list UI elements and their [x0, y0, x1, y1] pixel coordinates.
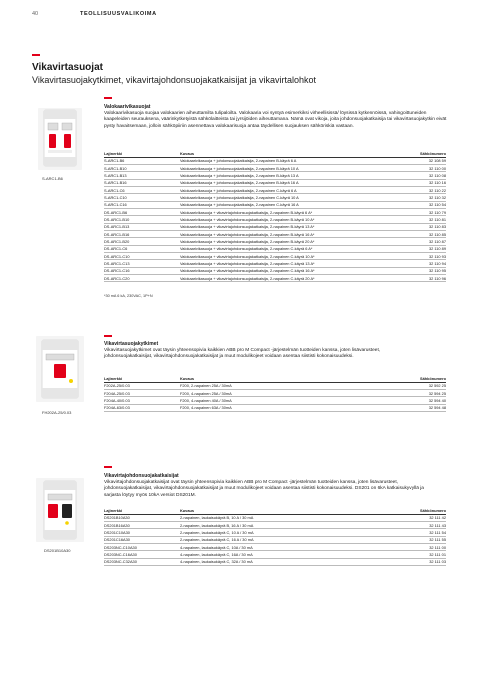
- rcd-caption: FH202A-25/0.03: [42, 410, 72, 415]
- electrical-number-cell: 32 110 95: [396, 267, 446, 274]
- electrical-number-cell: 32 110 22: [396, 186, 446, 193]
- section-description: Vikavirtajohdonsuojakatkaisijat ovat täysin yhteensopivia kaikkien ABB pro M Compact -järjestelmän tuotteiden kanssa, joten lisävarusteet, johdonsuojakatkaisijat, vikavirtajohdonsuojakatkaisijat ja muut modulikojeet voidaan asentaa siististi kokonaisuudeksi. DS201 on 6kA katkaisukyvyllä ja sarjasta löytyy myös 10kA versiot DS201M.: [104, 480, 424, 498]
- type-code-cell: S-ARC1-C16: [104, 201, 180, 208]
- type-code-cell: DS-ARC1-B20: [104, 238, 180, 245]
- accent-bar: [32, 54, 40, 56]
- type-code-cell: DS-ARC1-B13: [104, 223, 180, 230]
- type-code-cell: F204A-40/0.03: [104, 397, 180, 404]
- table-row: [104, 397, 446, 404]
- description-cell: Valokaarivikasuoja + vikavirtajohdonsuojakatkaisija, 2-napainen B-käyrä 16 A*: [180, 230, 396, 237]
- description-cell: Valokaarivikasuoja + vikavirtajohdonsuojakatkaisija, 2-napainen B-käyrä 13 A*: [180, 223, 396, 230]
- description-cell: Valokaarivikasuoja + johdonsuojakatkaisija, 2-napainen B-käyrä 10 A: [180, 164, 396, 171]
- table-header-row: [104, 150, 446, 157]
- table-row: [104, 382, 446, 389]
- electrical-number-cell: 32 594 40: [396, 397, 446, 404]
- electrical-number-cell: 32 110 94: [396, 260, 446, 267]
- description-cell: 4-napainen, laukaisukäyrä C, 16A / 30 mA: [180, 551, 396, 558]
- rcbo-device-image: [36, 478, 84, 542]
- section-title: Valokaarivikasuojat: [104, 104, 151, 110]
- electrical-number-cell: 32 594 48: [396, 404, 446, 411]
- electrical-number-cell: 32 111 54: [396, 529, 446, 536]
- column-header: Kuvaus: [180, 507, 396, 514]
- electrical-number-cell: 32 111 42: [396, 514, 446, 521]
- description-cell: Valokaarivikasuoja + johdonsuojakatkaisija, 2-napainen C-käyrä 16 A: [180, 201, 396, 208]
- rcbo-caption: DS201B10A30: [44, 548, 71, 553]
- table-footnote: *30 mA 6 kA, 230VAC, 1P+N: [104, 294, 153, 298]
- description-cell: Valokaarivikasuoja + vikavirtajohdonsuojakatkaisija, 2-napainen C-käyrä 10 A*: [180, 252, 396, 259]
- column-header: Lajinerkki: [104, 150, 180, 157]
- type-code-cell: DS201C16A30: [104, 536, 180, 543]
- electrical-number-cell: 32 110 85: [396, 230, 446, 237]
- table-row: [104, 216, 446, 223]
- type-code-cell: DS-ARC1-C6: [104, 245, 180, 252]
- table-row: [104, 536, 446, 543]
- table-header-row: [104, 507, 446, 514]
- table-row: [104, 551, 446, 558]
- description-cell: Valokaarivikasuoja + vikavirtajohdonsuojakatkaisija, 2-napainen B-käyrä 10 A*: [180, 216, 396, 223]
- type-code-cell: DS201B16A30: [104, 521, 180, 528]
- description-cell: Valokaarivikasuoja + vikavirtajohdonsuojakatkaisija, 2-napainen C-käyrä 20 A*: [180, 275, 396, 282]
- description-cell: 4-napainen, laukaisukäyrä C, 32A / 30 mA: [180, 558, 396, 565]
- table-row: [104, 529, 446, 536]
- accent-bar: [104, 335, 112, 337]
- description-cell: Valokaarivikasuoja + vikavirtajohdonsuojakatkaisija, 2-napainen C-käyrä 13 A*: [180, 260, 396, 267]
- page-subtitle: Vikavirtasuojakytkimet, vikavirtajohdonsuojakatkaisijat ja vikavirtalohkot: [32, 75, 316, 85]
- electrical-number-cell: 32 110 08: [396, 172, 446, 179]
- type-code-cell: S-ARC1-B13: [104, 172, 180, 179]
- type-code-cell: S-ARC1-B16: [104, 179, 180, 186]
- table-row: [104, 389, 446, 396]
- table-row: [104, 521, 446, 528]
- table-row: [104, 514, 446, 521]
- type-code-cell: F204A-25/0.03: [104, 389, 180, 396]
- electrical-number-cell: 32 110 54: [396, 201, 446, 208]
- table-row: [104, 275, 446, 282]
- electrical-number-cell: 32 592 25: [396, 382, 446, 389]
- description-cell: Valokaarivikasuoja + vikavirtajohdonsuojakatkaisija, 2-napainen C-käyrä 16 A*: [180, 267, 396, 274]
- electrical-number-cell: 32 111 03: [396, 558, 446, 565]
- table-row: [104, 223, 446, 230]
- description-cell: 2-napainen, laukaisukäyrä B, 10 A / 30 mA: [180, 514, 396, 521]
- page-header: TEOLLISUUSVALIKOIMA: [80, 11, 157, 17]
- column-header: Sähkönumero: [396, 507, 446, 514]
- description-cell: Valokaarivikasuoja + johdonsuojakatkaisija, 2-napainen B-käyrä 16 A: [180, 179, 396, 186]
- electrical-number-cell: 32 111 55: [396, 536, 446, 543]
- section-description: Valokaarivikasuoja suojaa valokaarien aiheuttamilta tulipaloilta. Valokaaria voi syntyä esimerkiksi virheellisissä/ löysissä kytkennöissä, vahingoittuneiden kaapeleiden seurauksena, väärinkytketyistä sähkölaitteista tai jyrsijöiden aiheuttamana. Nämä ovat vikoja, joita johdonsuojakatkaisija tai vikavirtasuojakytkin eivät pysty havaitsemaan, jolloin sähköpiiriin asennettava valokaarisuoja antaa täydellisen suojauksen sähköriskiä vastaan.: [104, 111, 447, 129]
- type-code-cell: DS203NC-C16A30: [104, 551, 180, 558]
- type-code-cell: S-ARC1-C6: [104, 186, 180, 193]
- description-cell: 2-napainen, laukaisukäyrä C, 10 A / 30 mA: [180, 529, 396, 536]
- type-code-cell: DS201C10A30: [104, 529, 180, 536]
- page-number: 40: [32, 11, 39, 17]
- description-cell: Valokaarivikasuoja + johdonsuojakatkaisija, 2-napainen B-käyrä 6 A: [180, 157, 396, 164]
- electrical-number-cell: 32 108 59: [396, 157, 446, 164]
- electrical-number-cell: 32 111 01: [396, 551, 446, 558]
- electrical-number-cell: 32 111 43: [396, 521, 446, 528]
- table-row: [104, 201, 446, 208]
- table-row: [104, 164, 446, 171]
- electrical-number-cell: 32 110 87: [396, 238, 446, 245]
- column-header: Lajinerkki: [104, 507, 180, 514]
- table-row: [104, 404, 446, 411]
- table-row: [104, 252, 446, 259]
- type-code-cell: DS203NC-C10A30: [104, 543, 180, 550]
- column-header: Kuvaus: [180, 150, 396, 157]
- table-row: [104, 179, 446, 186]
- table-row: [104, 267, 446, 274]
- type-code-cell: F204A-63/0.03: [104, 404, 180, 411]
- accent-bar: [104, 466, 112, 468]
- type-code-cell: DS-ARC1-C20: [104, 275, 180, 282]
- description-cell: Valokaarivikasuoja + johdonsuojakatkaisija, 2-napainen B-käyrä 13 A: [180, 172, 396, 179]
- table-row: [104, 260, 446, 267]
- description-cell: F200, 4-napainen 40A / 30mA: [180, 397, 396, 404]
- description-cell: Valokaarivikasuoja + johdonsuojakatkaisija, 2-napainen C-käyrä 6 A: [180, 186, 396, 193]
- table-row: [104, 558, 446, 565]
- accent-bar: [104, 97, 112, 99]
- table-row: [104, 238, 446, 245]
- table-row: [104, 245, 446, 252]
- description-cell: Valokaarivikasuoja + vikavirtajohdonsuojakatkaisija, 2-napainen B-käyrä 20 A*: [180, 238, 396, 245]
- table-row: [104, 157, 446, 164]
- description-cell: F200, 2-napainen 25A / 30mA: [180, 382, 396, 389]
- electrical-number-cell: 32 110 16: [396, 179, 446, 186]
- type-code-cell: S-ARC1-B6: [104, 157, 180, 164]
- electrical-number-cell: 32 110 89: [396, 245, 446, 252]
- column-header: Lajinerkki: [104, 375, 180, 382]
- electrical-number-cell: 32 110 79: [396, 208, 446, 215]
- table-row: [104, 543, 446, 550]
- table-row: [104, 186, 446, 193]
- description-cell: 4-napainen, laukaisukäyrä C, 10A / 30 mA: [180, 543, 396, 550]
- description-cell: Valokaarivikasuoja + vikavirtajohdonsuojakatkaisija, 2-napainen C-käyrä 6 A*: [180, 245, 396, 252]
- electrical-number-cell: 32 110 32: [396, 194, 446, 201]
- type-code-cell: DS-ARC1-C10: [104, 252, 180, 259]
- description-cell: 2-napainen, laukaisukäyrä B, 16 A / 30 mA: [180, 521, 396, 528]
- rcbo-table: [104, 507, 446, 566]
- arc-fault-table: [104, 150, 446, 282]
- type-code-cell: F202A-25/0.03: [104, 382, 180, 389]
- electrical-number-cell: 32 111 00: [396, 543, 446, 550]
- type-code-cell: DS-ARC1-B16: [104, 230, 180, 237]
- electrical-number-cell: 32 110 93: [396, 252, 446, 259]
- table-header-row: [104, 375, 446, 382]
- rcd-device-image: [36, 336, 84, 402]
- description-cell: Valokaarivikasuoja + johdonsuojakatkaisija, 2-napainen C-käyrä 10 A: [180, 194, 396, 201]
- description-cell: 2-napainen, laukaisukäyrä C, 16 A / 30 mA: [180, 536, 396, 543]
- type-code-cell: DS203NC-C32A30: [104, 558, 180, 565]
- electrical-number-cell: 32 110 00: [396, 164, 446, 171]
- type-code-cell: DS-ARC1-B6: [104, 208, 180, 215]
- table-row: [104, 230, 446, 237]
- table-row: [104, 172, 446, 179]
- section-title: Vikavirtasuojakytkimet: [104, 341, 159, 347]
- description-cell: F200, 4-napainen 25A / 30mA: [180, 389, 396, 396]
- electrical-number-cell: 32 110 96: [396, 275, 446, 282]
- page-title: Vikavirtasuojat: [32, 62, 103, 73]
- type-code-cell: S-ARC1-C10: [104, 194, 180, 201]
- type-code-cell: DS-ARC1-B10: [104, 216, 180, 223]
- arc-fault-device-image: [38, 108, 82, 170]
- description-cell: Valokaarivikasuoja + vikavirtajohdonsuojakatkaisija, 2-napainen B-käyrä 6 A*: [180, 208, 396, 215]
- electrical-number-cell: 32 594 25: [396, 389, 446, 396]
- type-code-cell: S-ARC1-B10: [104, 164, 180, 171]
- type-code-cell: DS201B10A30: [104, 514, 180, 521]
- table-row: [104, 194, 446, 201]
- column-header: Kuvaus: [180, 375, 396, 382]
- arc-fault-caption: S-ARC1-B6: [42, 176, 63, 181]
- type-code-cell: DS-ARC1-C13: [104, 260, 180, 267]
- table-row: [104, 208, 446, 215]
- description-cell: F200, 4-napainen 63A / 30mA: [180, 404, 396, 411]
- electrical-number-cell: 32 110 81: [396, 216, 446, 223]
- section-title: Vikavirtajohdonsuojakatkaisijat: [104, 473, 179, 479]
- column-header: Sähkönumero: [396, 375, 446, 382]
- type-code-cell: DS-ARC1-C16: [104, 267, 180, 274]
- electrical-number-cell: 32 110 83: [396, 223, 446, 230]
- section-description: Vikavirtasuojakytkimet ovat täysin yhteensopivia kaikkien ABB pro M Compact -järjestelmän tuotteiden kanssa, joten lisävarusteet, johdonsuojakatkaisijat, vikavirtajohdonsuojakatkaisijat ja muut modulikojeet voidaan asentaa siististi kokonaisuudeksi.: [104, 348, 381, 360]
- rcd-table: [104, 375, 446, 412]
- column-header: Sähkönumero: [396, 150, 446, 157]
